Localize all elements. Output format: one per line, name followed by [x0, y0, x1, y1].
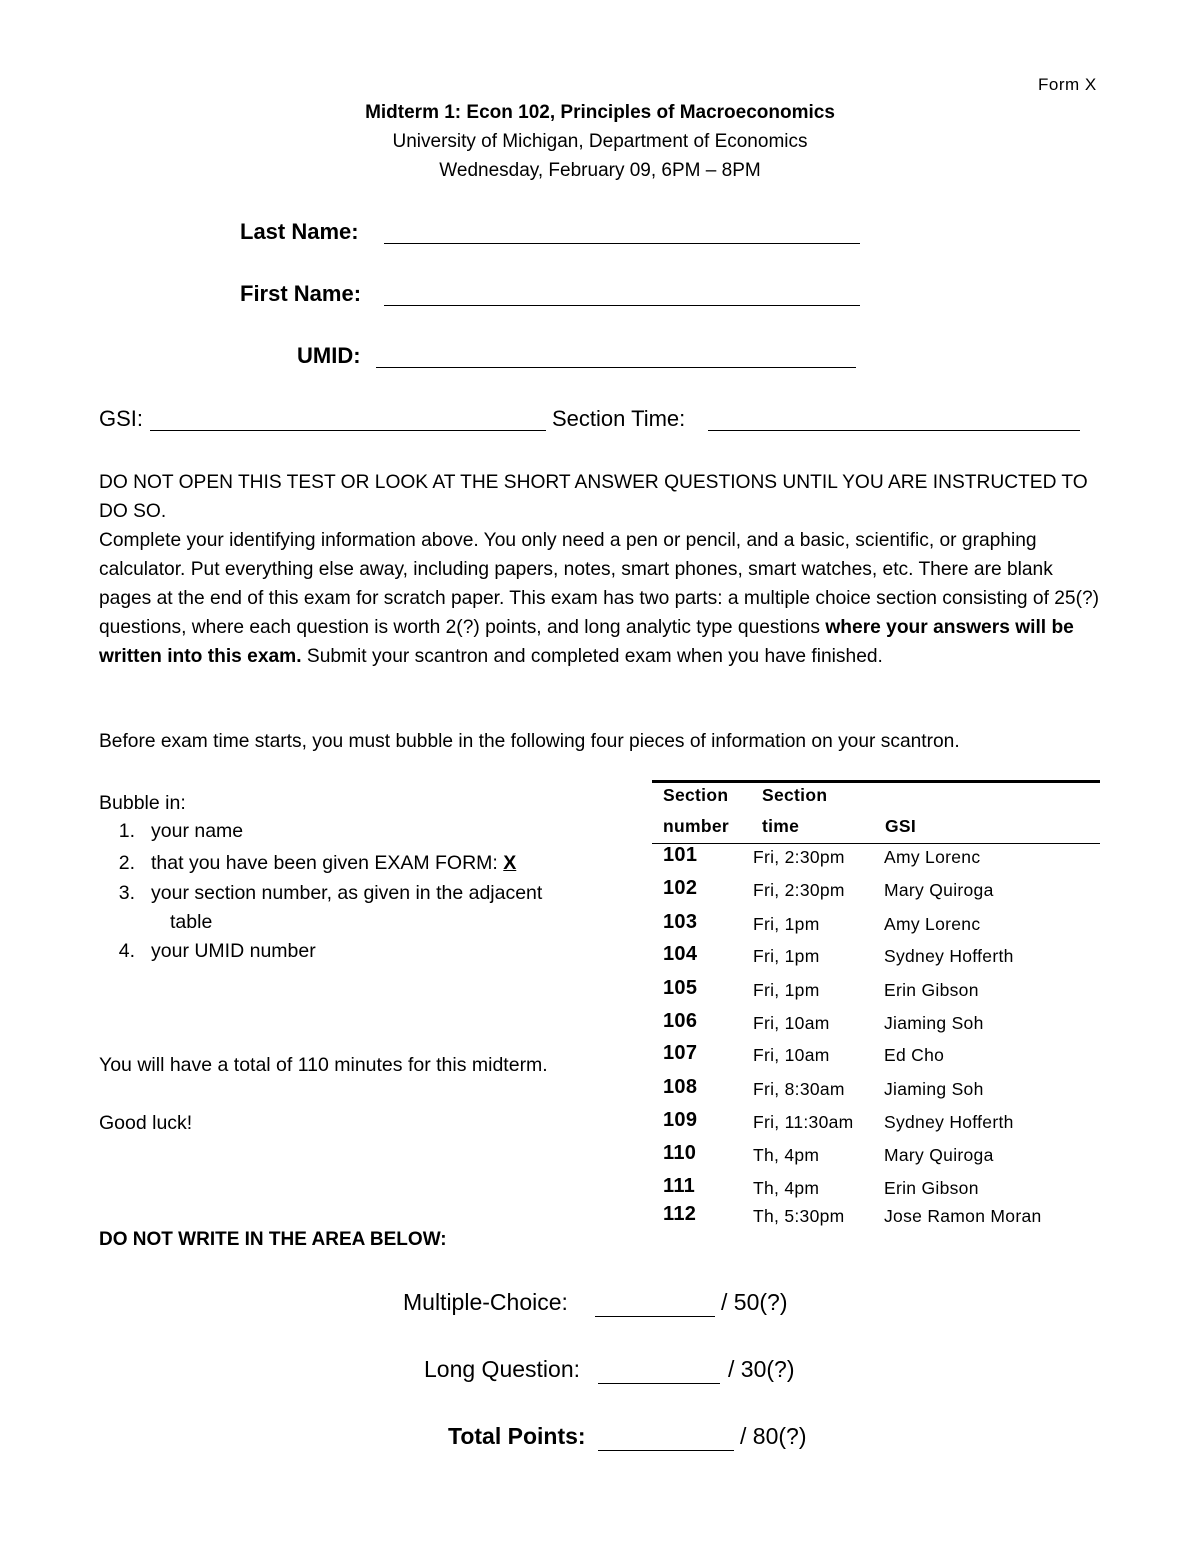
gsi-cell: Jiaming Soh	[884, 1013, 984, 1033]
section-time-cell: Fri, 11:30am	[753, 1112, 854, 1132]
section-number-cell: 101	[663, 844, 698, 866]
bubble-heading: Bubble in:	[99, 792, 186, 814]
long-score: Long Question:	[424, 1356, 581, 1382]
last-name-line[interactable]	[384, 218, 860, 244]
gsi-cell: Erin Gibson	[884, 980, 979, 1000]
table-row	[652, 1142, 1100, 1175]
table-row	[652, 1010, 1100, 1043]
first-name-label: First Name:	[240, 281, 362, 306]
section-number-cell: 107	[663, 1042, 698, 1064]
table-row	[652, 877, 1100, 910]
section-time-cell: Fri, 8:30am	[753, 1079, 845, 1099]
total-score: Total Points:	[448, 1423, 586, 1449]
form-label: Form X	[1038, 75, 1097, 94]
total-time-text: You will have a total of 110 minutes for this midterm.	[99, 1054, 548, 1076]
mc-score-total: / 50(?)	[721, 1289, 788, 1315]
section-number-cell: 102	[663, 877, 698, 899]
table-top-rule	[652, 780, 1100, 783]
gsi-cell: Jose Ramon Moran	[884, 1206, 1042, 1226]
bubble-item: 4. your UMID number	[118, 940, 316, 962]
gsi-label: GSI:	[99, 406, 144, 431]
section-number-cell: 106	[663, 1010, 698, 1032]
gsi-cell: Mary Quiroga	[884, 880, 994, 900]
exam-title: Midterm 1: Econ 102, Principles of Macroeconomics	[365, 102, 835, 123]
section-time-cell: Fri, 1pm	[753, 946, 820, 966]
section-time-cell: Fri, 10am	[753, 1013, 830, 1033]
section-time-cell: Fri, 10am	[753, 1045, 830, 1065]
table-row	[652, 1042, 1100, 1075]
before-exam-text: Before exam time starts, you must bubble in the following four pieces of information on your scantron.	[99, 731, 960, 752]
bubble-item-continued: table	[170, 911, 213, 933]
section-number-cell: 108	[663, 1076, 698, 1098]
do-not-write-text: DO NOT WRITE IN THE AREA BELOW:	[99, 1229, 447, 1250]
gsi-cell: Ed Cho	[884, 1045, 945, 1065]
section-time-label: Section Time:	[552, 406, 686, 431]
table-row	[652, 1109, 1100, 1142]
mc-score: Multiple-Choice:	[403, 1289, 568, 1315]
warning-text: DO NOT OPEN THIS TEST OR LOOK AT THE SHORT ANSWER QUESTIONS UNTIL YOU ARE INSTRUCTED TO DO SO.	[99, 472, 1088, 522]
bubble-item: 1. your name	[118, 820, 244, 842]
umid-label: UMID:	[297, 343, 361, 368]
section-time-cell: Fri, 1pm	[753, 980, 820, 1000]
table-row	[652, 911, 1100, 944]
section-time-line[interactable]	[708, 405, 1080, 431]
gsi-cell: Mary Quiroga	[884, 1145, 994, 1165]
table-header-rule	[652, 843, 1100, 844]
section-number-cell: 105	[663, 977, 698, 999]
gsi-cell: Amy Lorenc	[884, 914, 981, 934]
th-section-number-1: Section	[663, 785, 729, 805]
exam-date-line: Wednesday, February 09, 6PM – 8PM	[439, 160, 761, 181]
table-row	[652, 977, 1100, 1010]
section-number-cell: 104	[663, 943, 698, 965]
total-score-total: / 80(?)	[740, 1423, 807, 1449]
exam-form-letter: X	[503, 852, 517, 874]
table-row	[652, 1203, 1100, 1236]
th-gsi: GSI	[885, 816, 917, 836]
table-row	[652, 943, 1100, 976]
section-number-cell: 109	[663, 1109, 698, 1131]
section-number-cell: 112	[663, 1203, 697, 1225]
th-section-time-1: Section	[762, 785, 828, 805]
gsi-cell: Sydney Hofferth	[884, 1112, 1014, 1132]
umid-line[interactable]	[376, 342, 856, 368]
section-time-cell: Fri, 1pm	[753, 914, 820, 934]
gsi-cell: Amy Lorenc	[884, 847, 981, 867]
section-time-cell: Fri, 2:30pm	[753, 847, 845, 867]
table-row	[652, 844, 1100, 877]
instructions-body: Complete your identifying information above. You only need a pen or pencil, and a basic, scientific, or graphing calculator. Put everything else away, including papers, notes, smart phones, smart watches, etc. There are blank pages at the end of this exam for scratch paper. This exam has two parts: a multiple choice section consisting of 25(?) questions, where each question is worth 2(?) points, and long analytic type questions where your answers will be written into this exam. Submit your scantron and completed exam when you have finished.	[99, 530, 1100, 667]
section-time-cell: Fri, 2:30pm	[753, 880, 845, 900]
last-name-label: Last Name:	[240, 219, 359, 244]
section-time-cell: Th, 4pm	[753, 1145, 820, 1165]
section-time-cell: Th, 4pm	[753, 1178, 820, 1198]
long-score-line[interactable]	[598, 1359, 720, 1384]
first-name-line[interactable]	[384, 280, 860, 306]
gsi-cell: Jiaming Soh	[884, 1079, 984, 1099]
th-section-number-2: number	[663, 816, 729, 836]
bubble-item: 3. your section number, as given in the adjacent	[118, 882, 543, 904]
gsi-cell: Sydney Hofferth	[884, 946, 1014, 966]
bubble-item: 2. that you have been given EXAM FORM: X	[118, 852, 517, 874]
gsi-cell: Erin Gibson	[884, 1178, 979, 1198]
table-row	[652, 1076, 1100, 1109]
total-score-line[interactable]	[598, 1426, 734, 1451]
section-number-cell: 111	[663, 1175, 696, 1197]
table-row	[652, 1175, 1100, 1208]
good-luck-text: Good luck!	[99, 1112, 193, 1134]
university-line: University of Michigan, Department of Economics	[392, 131, 808, 152]
th-section-time-2: time	[762, 816, 800, 836]
gsi-line[interactable]	[150, 405, 546, 431]
section-time-cell: Th, 5:30pm	[753, 1206, 845, 1226]
long-score-total: / 30(?)	[728, 1356, 795, 1382]
section-number-cell: 110	[663, 1142, 697, 1164]
section-number-cell: 103	[663, 911, 698, 933]
mc-score-line[interactable]	[595, 1292, 715, 1317]
